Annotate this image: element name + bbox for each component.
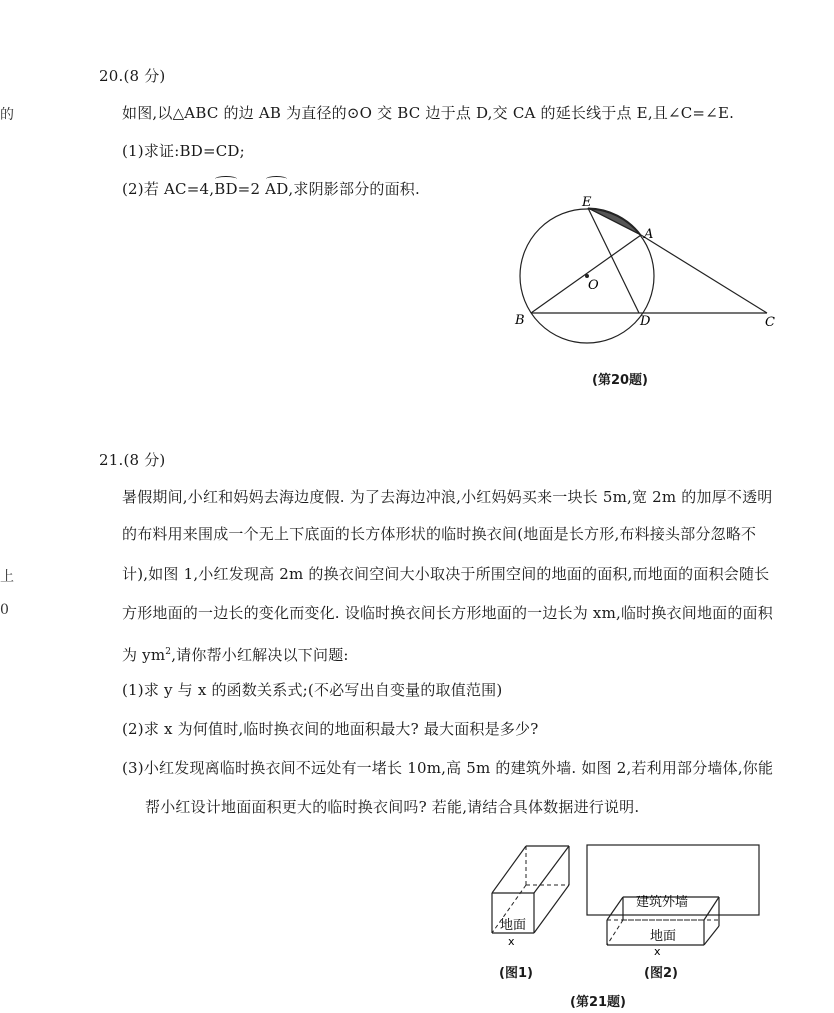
q20-stem: 如图,以△ABC 的边 AB 为直径的⊙O 交 BC 边于点 D,交 CA 的延长线于点 E,且∠C=∠E. [122,104,735,122]
fig1-floor-label: 地面 [500,918,527,933]
q21-line-3: 计),如图 1,小红发现高 2m 的换衣间空间大小取决于所围空间的地面的面积,而地面的面积会随长 [122,565,770,583]
label-e: E [582,195,592,210]
fig2-x-label: x [654,945,661,955]
q21-part3-line2: 帮小红设计地面面积更大的临时换衣间吗? 若能,请结合具体数据进行说明. [145,798,640,816]
q21-line-5-prefix: 为 ym [122,646,166,664]
q21-line-5 [122,642,349,665]
fig2-floor-label: 地面 [650,929,677,944]
q21-part3-line1: (3)小红发现离临时换衣间不远处有一堵长 10m,高 5m 的建筑外墙. 如图 2,若利用部分墙体,你能 [122,759,774,777]
q21-part2: (2)求 x 为何值时,临时换衣间的地面积最大? 最大面积是多少? [122,720,539,738]
q20-part1: (1)求证:BD=CD; [122,142,245,160]
segment-ba [531,235,641,313]
q21-line-1: 暑假期间,小红和妈妈去海边度假. 为了去海边冲浪,小红妈妈买来一块长 5m,宽 2m 的加厚不透明 [122,488,773,506]
q21-figure-1 [480,835,580,950]
arc-ad: AD [265,180,289,198]
margin-mark-2: 上 [0,569,14,585]
segment-ea [588,208,641,235]
label-o: O [588,278,599,293]
q20-number: 20.(8 分) [99,67,166,85]
q21-line-2: 的布料用来围成一个无上下底面的长方体形状的临时换衣间(地面是长方形,布料接头部分忽略不 [122,525,757,543]
q20-part2-prefix: (2)若 AC=4, [122,180,215,198]
label-a: A [644,227,654,242]
q20-part2-suffix: ,求阴影部分的面积. [288,180,420,198]
q21-line-5-suffix: ,请你帮小红解决以下问题: [171,646,349,664]
q20-caption: (第20题) [592,373,648,388]
segment-ed [588,208,639,313]
segment-ac [641,235,767,313]
arc-bd: BD [214,180,238,198]
q21-line-5-sup: 2 [165,647,172,657]
fig2-wall-label: 建筑外墙 [636,895,689,910]
margin-mark-3: 0 [0,602,9,618]
fig1-caption: (图1) [499,966,533,981]
q20-part2 [122,179,420,199]
fig2-caption: (图2) [644,966,678,981]
label-c: C [765,315,775,330]
q20-part2-mid: =2 [237,180,266,198]
fig1-x-label: x [508,935,515,948]
q21-line-4: 方形地面的一边长的变化而变化. 设临时换衣间长方形地面的一边长为 xm,临时换衣间地面的面积 [122,604,773,622]
q21-number: 21.(8 分) [99,451,166,469]
q21-caption: (第21题) [570,995,626,1010]
margin-mark-1: 的 [0,107,14,123]
q20-figure [500,190,800,400]
q21-part1: (1)求 y 与 x 的函数关系式;(不必写出自变量的取值范围) [122,681,503,699]
label-d: D [640,314,651,329]
label-b: B [515,313,525,328]
q21-figure-2 [580,840,765,955]
